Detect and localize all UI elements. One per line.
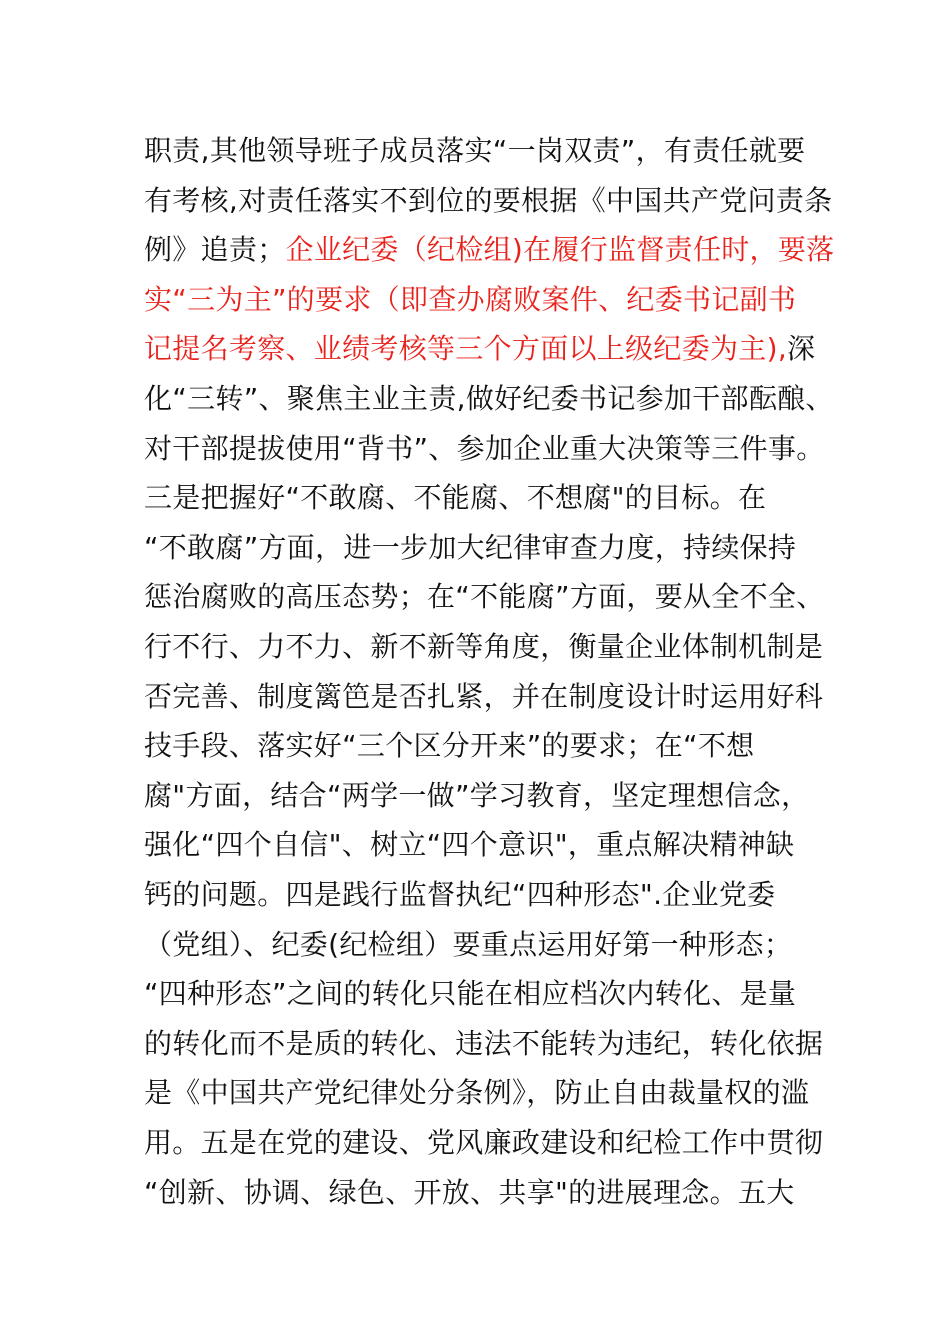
text-line [144,473,824,523]
body-text: 深 [787,332,816,366]
highlighted-text: 实“三为主”的要求（即查办腐败案件、纪委书记副书 [144,282,797,316]
body-text: 职责,其他领导班子成员落实“一岗双责”，有责任就要 [144,134,806,167]
text-line [144,126,824,176]
body-text: 是《中国共产党纪律处分条例》，防止自由裁量权的滥 [144,1076,810,1110]
text-line [144,771,824,821]
body-text: “创新、协调、绿色、开放、共享"的进展理念。五大 [144,1175,795,1209]
text-line [144,374,834,424]
body-text: 例》追责； [144,233,286,267]
text-line [144,622,824,672]
text-line [144,1118,824,1168]
text-line [144,424,824,474]
text-line [144,1168,824,1218]
text-line [144,176,833,226]
body-text: 三是把握好“不敢腐、不能腐、不想腐"的目标。在 [144,481,767,515]
text-line [144,572,824,622]
text-line [144,870,824,920]
text-line [144,969,824,1019]
body-text: 对干部提拔使用“背书”、参加企业重大决策等三件事。 [144,431,825,465]
text-line [144,672,824,722]
body-text: “四种形态”之间的转化只能在相应档次内转化、是量 [144,977,797,1011]
text-line [144,523,824,573]
body-text: 腐"方面，结合“两学一做”学习教育，坚定理想信念， [144,778,810,812]
text-line [144,225,835,275]
body-text: 化“三转”、聚焦主业主责,做好纪委书记参加干部酝酿、 [144,382,834,415]
body-text: 用。五是在党的建设、党风廉政建设和纪检工作中贯彻 [144,1126,824,1159]
text-line [144,1068,824,1118]
highlighted-text: 企业纪委（纪检组)在履行监督责任时，要落 [285,233,835,267]
text-line [144,721,824,771]
body-text: 有考核,对责任落实不到位的要根据《中国共产党问责条 [144,183,833,217]
body-text: 技手段、落实好“三个区分开来”的要求；在“不想 [144,729,755,763]
body-text: “不敢腐”方面，进一步加大纪律审查力度，持续保持 [144,530,797,564]
text-line [144,1019,824,1069]
text-line [144,920,824,970]
body-text: 否完善、制度篱笆是否扎紧，并在制度设计时运用好科 [144,679,824,713]
body-text: 惩治腐败的高压态势；在“不能腐”方面，要从全不全、 [144,580,825,614]
text-line [144,275,824,325]
body-text: 行不行、力不力、新不新等角度，衡量企业体制机制是 [144,630,824,663]
highlighted-text: 记提名考察、业绩考核等三个方面以上级纪委为主), [144,332,788,366]
text-line [144,820,824,870]
body-text: 强化“四个自信"、树立“四个意识"，重点解决精神缺 [144,828,795,862]
body-text: （党组）、纪委(纪检组）要重点运用好第一种形态； [144,927,793,961]
text-line [144,324,824,374]
body-text: 钙的问题。四是践行监督执纪“四种形态".企业党委 [144,878,776,911]
body-text: 的转化而不是质的转化、违法不能转为违纪，转化依据 [144,1026,824,1060]
